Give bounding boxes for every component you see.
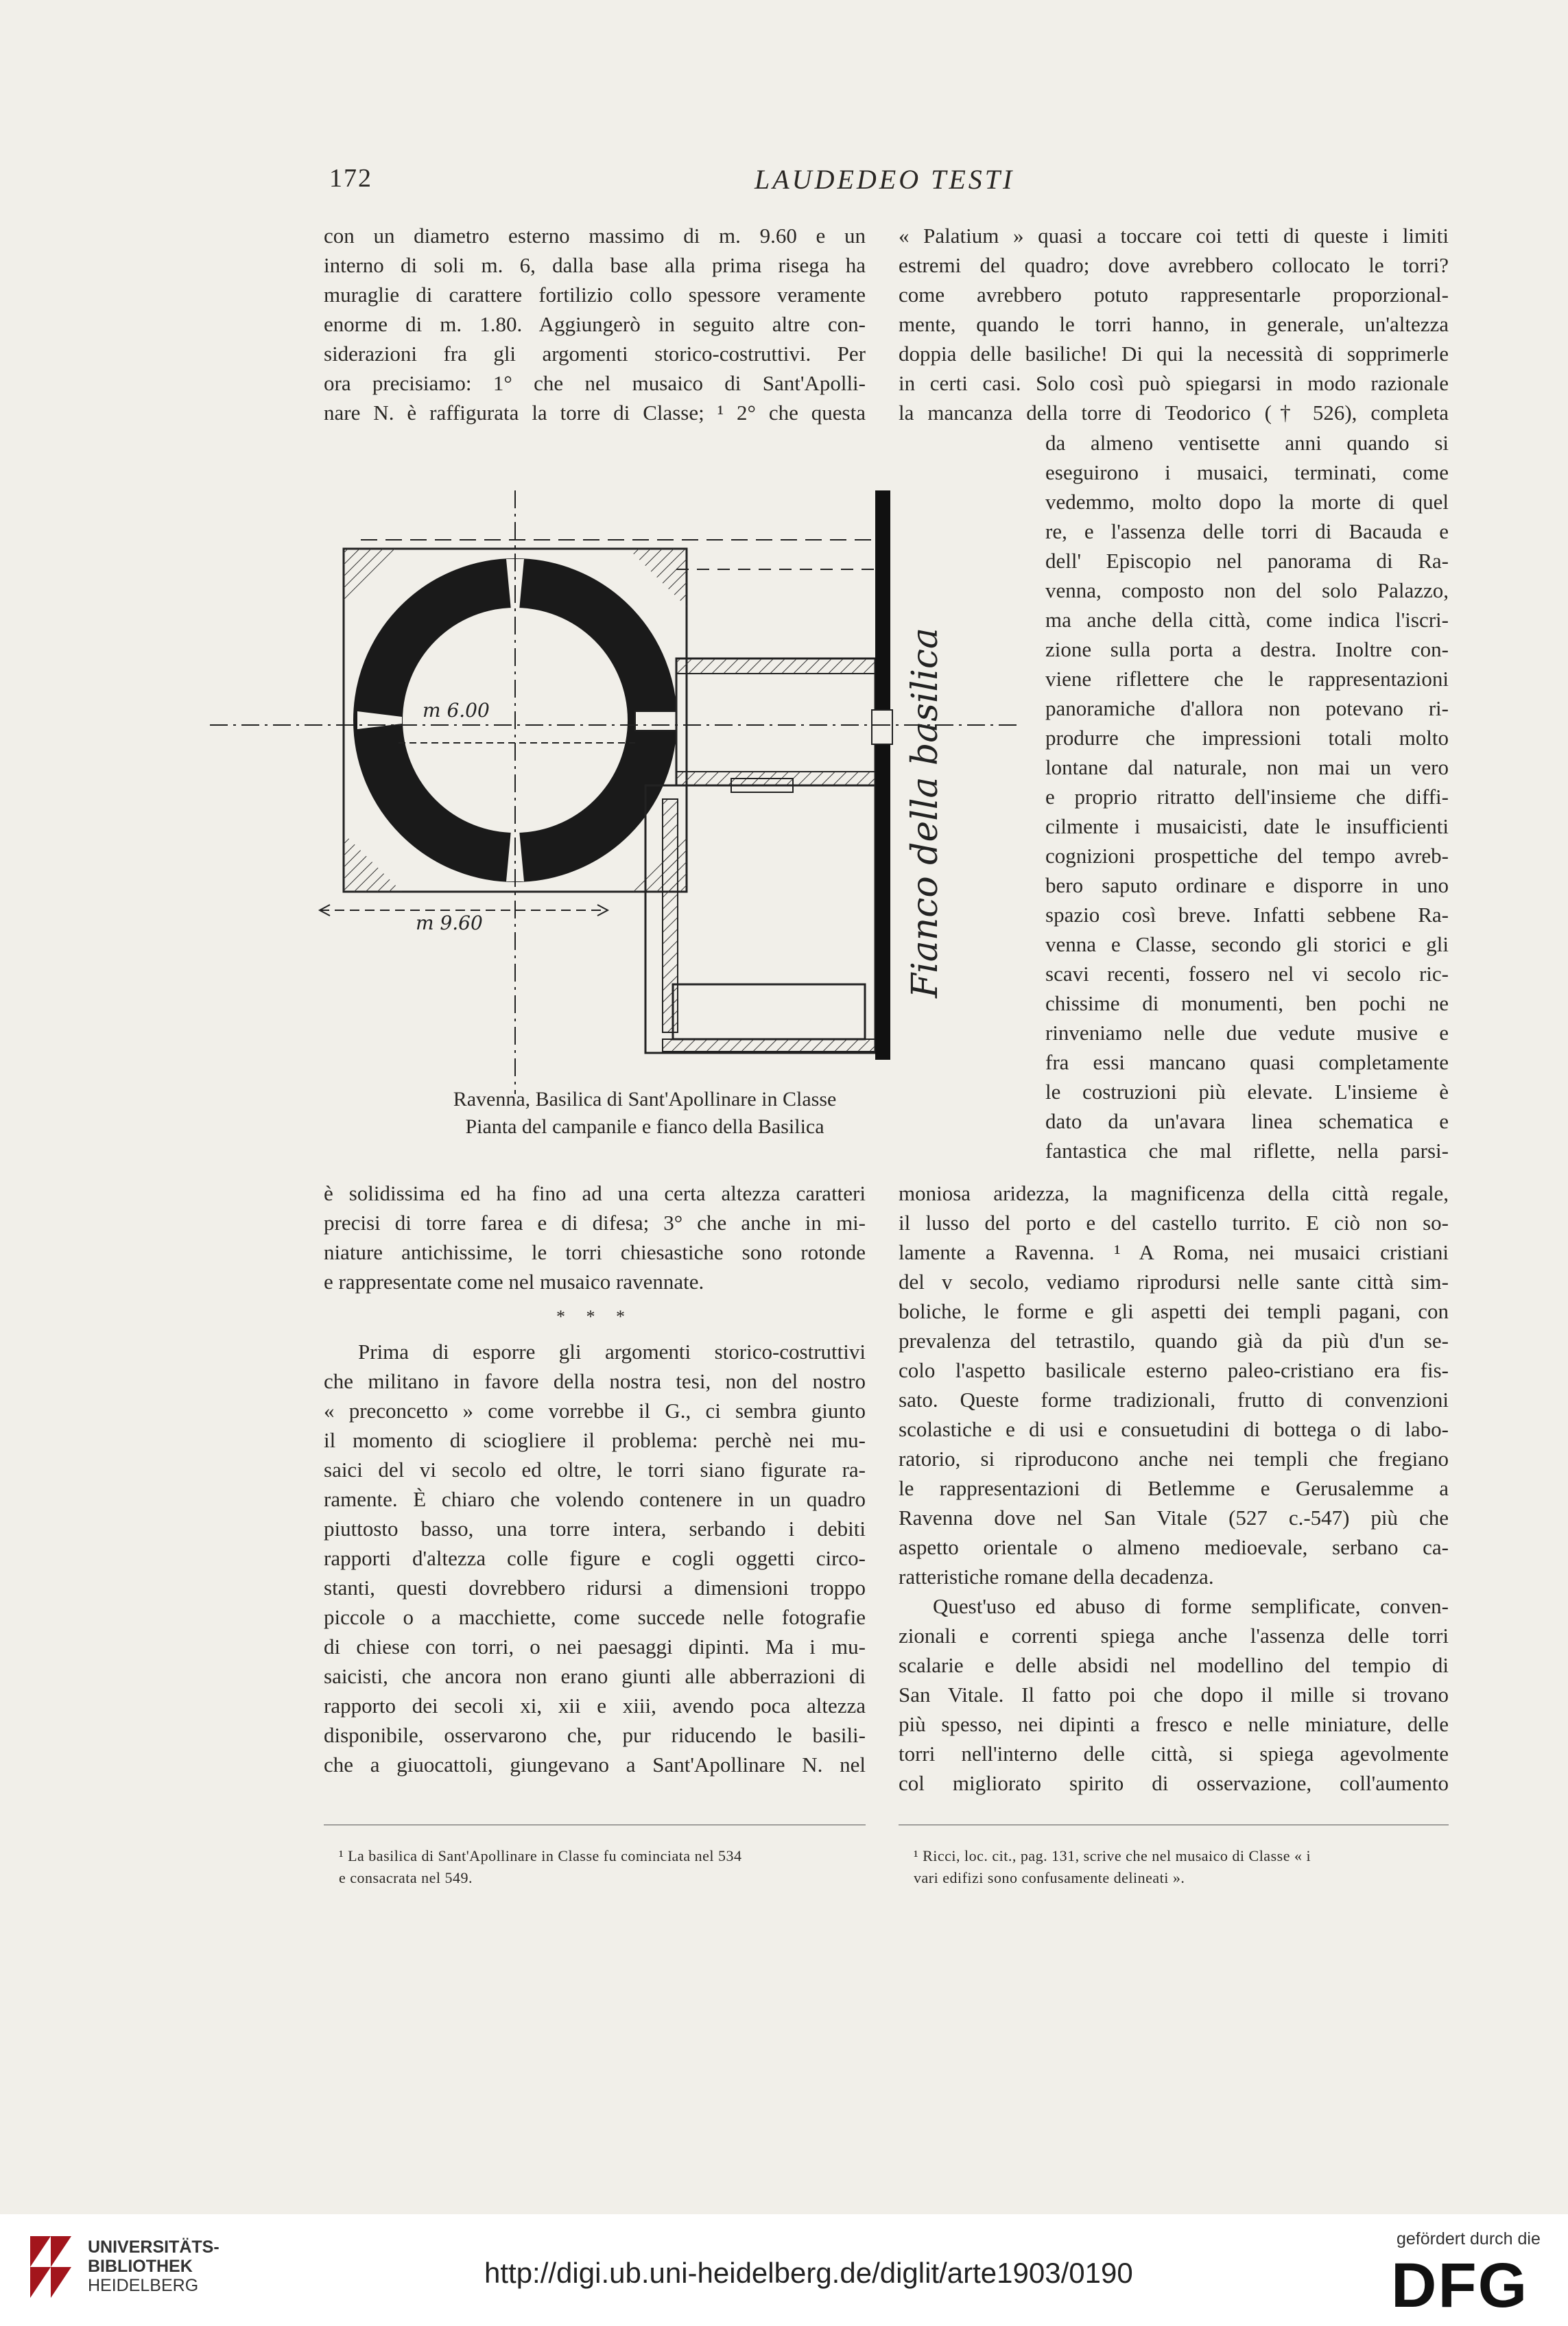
text-line: le costruzioni più elevate. L'insieme è xyxy=(1045,1080,1449,1104)
text-line: niature antichissime, le torri chiesastiche sono rotonde xyxy=(324,1240,866,1264)
text-line: Quest'uso ed abuso di forme semplificate, conven- xyxy=(933,1594,1449,1618)
text-line: che militano in favore della nostra tesi, non del nostro xyxy=(324,1369,866,1393)
text-line: fantastica che mal riflette, nella parsi- xyxy=(1045,1139,1449,1163)
text-line: zione sulla porta a destra. Inoltre con- xyxy=(1045,637,1449,661)
text-line: produrre che impressioni totali molto xyxy=(1045,726,1449,750)
text-line: muraglie di carattere fortilizio collo spessore veramente xyxy=(324,283,866,307)
right-column-narrow xyxy=(1045,428,1449,1165)
right-column-bottom xyxy=(899,1178,1449,1798)
text-line: rapporti d'altezza colle figure e cogli oggetti circo- xyxy=(324,1546,866,1570)
text-line: dell' Episcopio nel panorama di Ra- xyxy=(1045,549,1449,573)
text-line: e rappresentate come nel musaico ravennate. xyxy=(324,1270,704,1294)
text-line: come avrebbero potuto rappresentarle proporzional- xyxy=(899,283,1449,307)
library-line-2: BIBLIOTHEK xyxy=(88,2257,193,2276)
right-column-top xyxy=(899,221,1449,427)
right-paragraph-b xyxy=(899,1591,1449,1798)
footnote-left xyxy=(339,1845,888,1889)
text-line: enorme di m. 1.80. Aggiungerò in seguito altre con- xyxy=(324,312,866,336)
text-line: scavi recenti, fossero nel vi secolo ric- xyxy=(1045,962,1449,986)
footnote-right-line-2: vari edifizi sono confusamente delineati ». xyxy=(914,1869,1185,1886)
basilica-side-wall xyxy=(875,490,890,1060)
text-line: col migliorato spirito di osservazione, coll'aumento xyxy=(899,1771,1449,1795)
text-line: è solidissima ed ha fino ad una certa altezza caratteri xyxy=(324,1181,866,1205)
text-line: estremi del quadro; dove avrebbero collocato le torri? xyxy=(899,253,1449,277)
text-line: venna, composto non del solo Palazzo, xyxy=(1045,578,1449,602)
text-line: dato da un'avara linea schematica e xyxy=(1045,1109,1449,1133)
text-line: il momento di sciogliere il problema: perchè nei mu- xyxy=(324,1428,866,1452)
library-name xyxy=(88,2238,219,2295)
funding-text: gefördert durch die xyxy=(1397,2229,1541,2248)
text-line: più spesso, nei dipinti a fresco e nelle miniature, delle xyxy=(899,1712,1449,1736)
left-paragraph-b xyxy=(324,1337,866,1779)
text-line: le rappresentazioni di Betlemme e Gerusalemme a xyxy=(899,1476,1449,1500)
text-line: « Palatium » quasi a toccare coi tetti di queste i limiti xyxy=(899,224,1449,248)
text-line: prevalenza del tetrastilo, quando già da più d'un se- xyxy=(899,1329,1449,1353)
footnote-right-line-1: ¹ Ricci, loc. cit., pag. 131, scrive che nel musaico di Classe « i xyxy=(914,1847,1311,1864)
footnote-left-line-1: ¹ La basilica di Sant'Apollinare in Classe fu cominciata nel 534 xyxy=(339,1847,742,1864)
text-line: saici del vi secolo ed oltre, le torri siano figurate ra- xyxy=(324,1458,866,1482)
text-line: moniosa aridezza, la magnificenza della città regale, xyxy=(899,1181,1449,1205)
tower-plan-figure xyxy=(196,490,1019,1094)
text-line: ratorio, si riproducono anche nei templi che fregiano xyxy=(899,1447,1449,1471)
text-line: spazio così breve. Infatti sebbene Ra- xyxy=(1045,903,1449,927)
figure-caption xyxy=(384,1086,905,1141)
text-line: eseguirono i musaici, terminati, come xyxy=(1045,460,1449,484)
library-line-1: UNIVERSITÄTS- xyxy=(88,2238,219,2257)
text-line: bero saputo ordinare e disporre in uno xyxy=(1045,873,1449,897)
outer-diameter-label: m 9.60 xyxy=(416,912,483,934)
text-line: cilmente i musaicisti, date le insufficienti xyxy=(1045,814,1449,838)
text-line: sato. Queste forme tradizionali, frutto di convenzioni xyxy=(899,1388,1449,1412)
text-line: saicisti, che ancora non erano giunti alle abberrazioni di xyxy=(324,1664,866,1688)
text-line: interno di soli m. 6, dalla base alla prima risega ha xyxy=(324,253,866,277)
text-line: il lusso del porto e del castello turrito. E ciò non so- xyxy=(899,1211,1449,1235)
text-line: in certi casi. Solo così può spiegarsi in modo razionale xyxy=(899,371,1449,395)
text-line: fra essi mancano quasi completamente xyxy=(1045,1050,1449,1074)
footnote-right xyxy=(914,1845,1469,1889)
text-line: ma anche della città, come indica l'iscri- xyxy=(1045,608,1449,632)
text-line: re, e l'assenza delle torri di Bacauda e xyxy=(1045,519,1449,543)
left-column-bottom xyxy=(324,1178,866,1779)
text-line: « preconcetto » come vorrebbe il G., ci sembra giunto xyxy=(324,1399,866,1423)
text-line: colo l'aspetto basilicale esterno paleo-cristiano era fis- xyxy=(899,1358,1449,1382)
text-line: nare N. è raffigurata la torre di Classe; ¹ 2° che questa xyxy=(324,401,866,425)
footnote-left-line-2: e consacrata nel 549. xyxy=(339,1869,473,1886)
left-paragraph-a xyxy=(324,1178,866,1296)
dfg-logo: DFG xyxy=(1391,2251,1529,2321)
text-line: mente, quando le torri hanno, in generale, un'altezza xyxy=(899,312,1449,336)
text-line: vedemmo, molto dopo la morte di quel xyxy=(1045,490,1449,514)
text-line: rapporto dei secoli xi, xii e xiii, avendo poca altezza xyxy=(324,1694,866,1718)
text-line: viene riflettere che le rappresentazioni xyxy=(1045,667,1449,691)
text-line: lamente a Ravenna. ¹ A Roma, nei musaici cristiani xyxy=(899,1240,1449,1264)
page-number: 172 xyxy=(329,164,372,193)
text-line: aspetto orientale o almeno medioevale, serbano ca- xyxy=(899,1535,1449,1559)
text-line: Prima di esporre gli argomenti storico-costruttivi xyxy=(358,1340,866,1364)
text-line: rinveniamo nelle due vedute musive e xyxy=(1045,1021,1449,1045)
text-line: chissime di monumenti, ben pochi ne xyxy=(1045,991,1449,1015)
text-line: precisi di torre farea e di difesa; 3° che anche in mi- xyxy=(324,1211,866,1235)
section-separator: * * * xyxy=(556,1307,633,1327)
inner-diameter-label: m 6.00 xyxy=(423,699,490,722)
text-line: disponibile, osservarono che, pur riducendo le basili- xyxy=(324,1723,866,1747)
text-line: di chiese con torri, o nei paesaggi dipinti. Ma i mu- xyxy=(324,1635,866,1659)
text-line: zionali e correnti spiega anche l'assenza delle torri xyxy=(899,1624,1449,1648)
text-line: San Vitale. Il fatto poi che dopo il mille si trovano xyxy=(899,1683,1449,1707)
library-line-3: HEIDELBERG xyxy=(88,2276,199,2295)
text-line: ramente. È chiaro che volendo contenere in un quadro xyxy=(324,1487,866,1511)
text-line: piuttosto basso, una torre intera, serbando i debiti xyxy=(324,1517,866,1541)
text-line: siderazioni fra gli argomenti storico-costruttivi. Per xyxy=(324,342,866,366)
left-column-top xyxy=(324,221,866,427)
text-line: lontane dal naturale, non mai un vero xyxy=(1045,755,1449,779)
text-line: ratteristiche romane della decadenza. xyxy=(899,1565,1214,1589)
text-line: piccole o a macchiette, come succede nelle fotografie xyxy=(324,1605,866,1629)
text-line: cognizioni prospettiche del tempo avreb- xyxy=(1045,844,1449,868)
text-line: ora precisiamo: 1° che nel musaico di Sant'Apolli- xyxy=(324,371,866,395)
text-line: con un diametro esterno massimo di m. 9.60 e un xyxy=(324,224,866,248)
text-line: del v secolo, vediamo riprodursi nelle sante città sim- xyxy=(899,1270,1449,1294)
text-line: e proprio ritratto dell'insieme che diffi- xyxy=(1045,785,1449,809)
text-line: boliche, le forme e gli aspetti dei templi pagani, con xyxy=(899,1299,1449,1323)
heidelberg-library-logo-icon xyxy=(23,2229,77,2305)
text-line: stanti, questi dovrebbero ridursi a dimensioni troppo xyxy=(324,1576,866,1600)
caption-line-2: Pianta del campanile e fianco della Basilica xyxy=(465,1115,824,1138)
text-line: doppia delle basiliche! Di qui la necessità di sopprimerle xyxy=(899,342,1449,366)
text-line: scalarie e delle absidi nel modellino del tempio di xyxy=(899,1653,1449,1677)
basilica-side-label: Fianco della basilica xyxy=(905,627,946,998)
text-line: scolastiche e di usi e consuetudini di bottega o di labo- xyxy=(899,1417,1449,1441)
source-url-link[interactable]: http://digi.ub.uni-heidelberg.de/diglit/arte1903/0190 xyxy=(484,2257,1133,2289)
text-line: da almeno ventisette anni quando si xyxy=(1045,431,1449,455)
text-line: panoramiche d'allora non potevano ri- xyxy=(1045,696,1449,720)
caption-line-1: Ravenna, Basilica di Sant'Apollinare in Classe xyxy=(453,1088,837,1111)
text-line: Ravenna dove nel San Vitale (527 c.-547) più che xyxy=(899,1506,1449,1530)
running-head: LAUDEDEO TESTI xyxy=(755,164,1015,195)
text-line: venna e Classe, secondo gli storici e gli xyxy=(1045,932,1449,956)
text-line: la mancanza della torre di Teodorico († 526), completa xyxy=(899,401,1449,425)
right-paragraph-a xyxy=(899,1178,1449,1591)
text-line: torri nell'interno delle città, si spiega agevolmente xyxy=(899,1742,1449,1766)
text-line: che a giuocattoli, giungevano a Sant'Apollinare N. nel xyxy=(324,1753,866,1777)
